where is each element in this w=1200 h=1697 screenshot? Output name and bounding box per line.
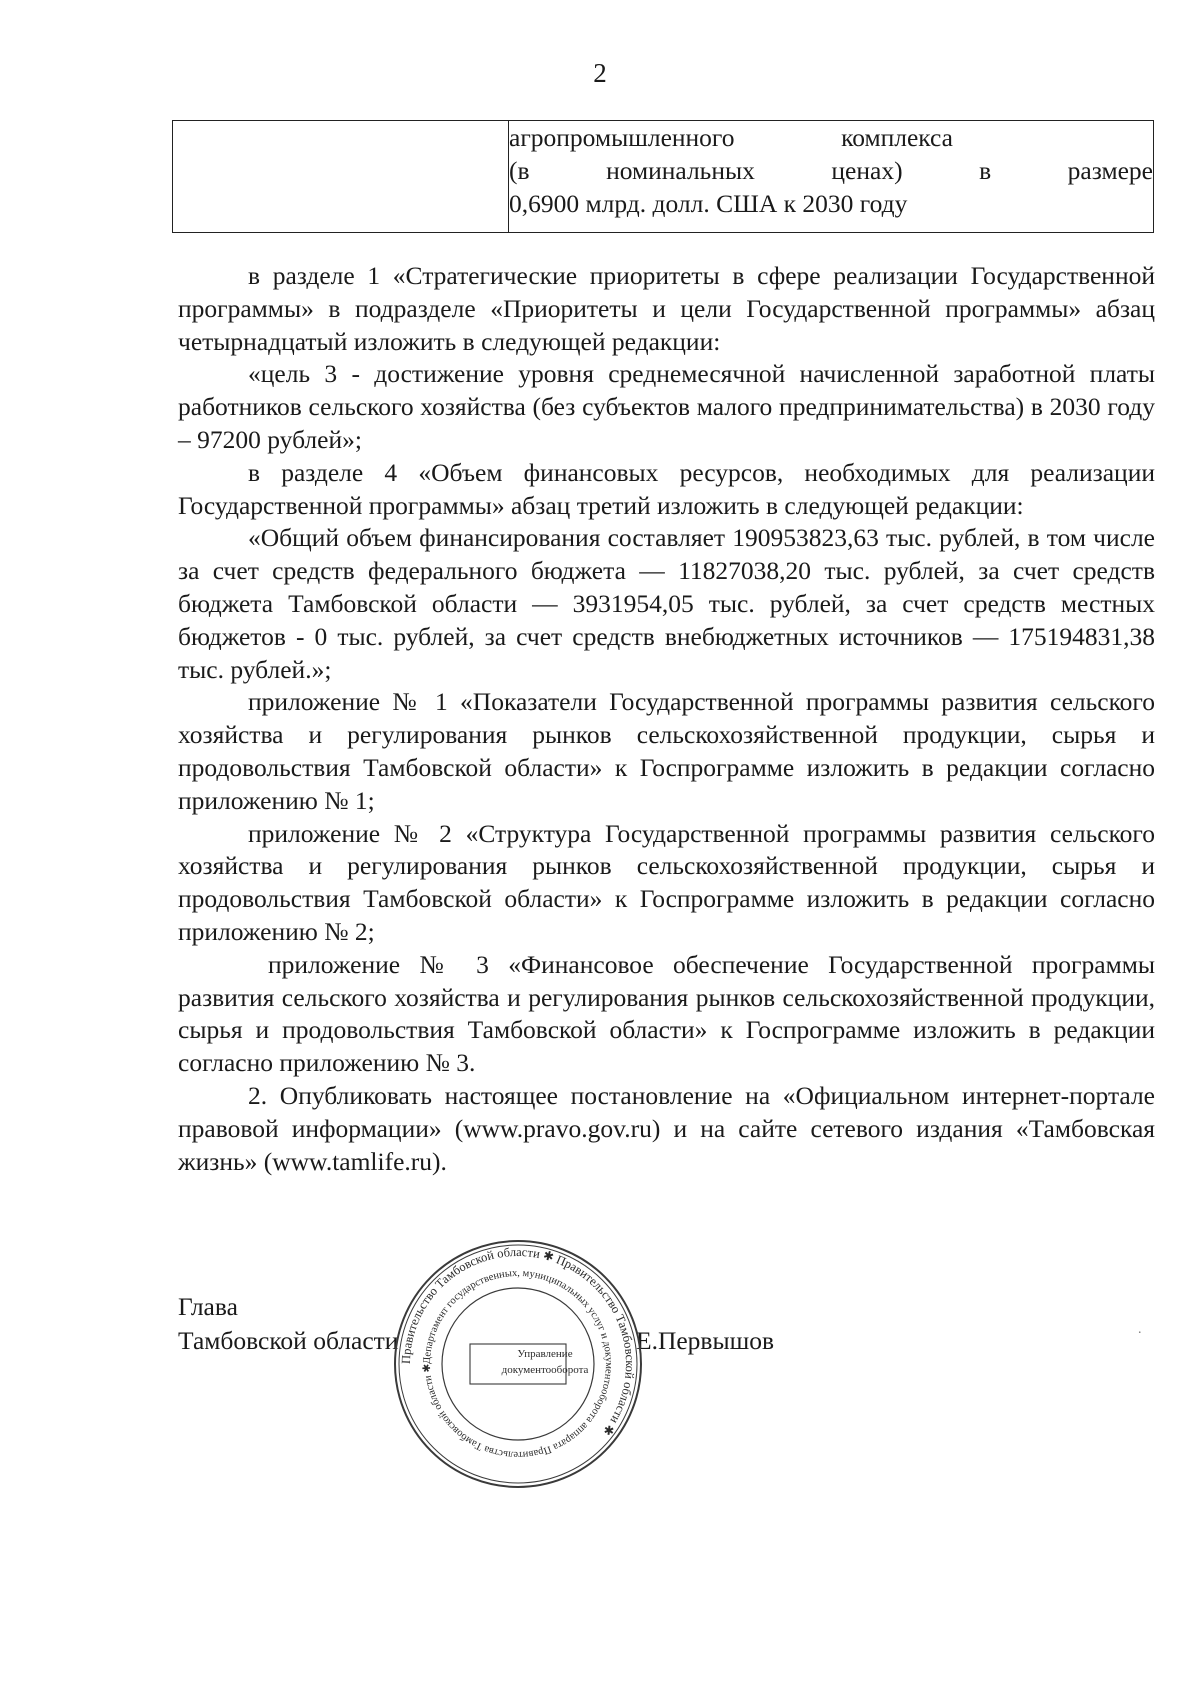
- table-cell-line: [509, 121, 1153, 154]
- page-number: 2: [593, 58, 607, 88]
- table-cell-line: [509, 154, 1153, 187]
- scan-speck: .: [1138, 1322, 1142, 1337]
- table-word: (в: [509, 156, 530, 185]
- table-word: в: [979, 156, 992, 185]
- table-word: номинальных: [606, 156, 755, 185]
- document-body: [178, 260, 1155, 1178]
- paragraph-appendix-1: приложение № 1 «Показатели Государственной программы развития сельского хозяйства и регулирования рынков сельскохозяйственной продукции, сырья и продовольствия Тамбовской области» к Госпрограмме изложить в редакции согласно приложению № 1;: [178, 687, 1155, 815]
- table-cell-empty: [173, 121, 509, 233]
- table-cell-line: [509, 187, 1153, 220]
- stamp-center-line1: Управление: [517, 1348, 573, 1360]
- table-word: комплекса: [841, 123, 953, 152]
- paragraph-financing-volume: «Общий объем финансирования составляет 190953823,63 тыс. рублей, в том числе за счет средств федерального бюджета — 11827038,20 тыс. рублей, за счет средств бюджета Тамбовской области — 3931954,05 тыс. рублей, за счет средств местных бюджетов - 0 тыс. рублей, за счет средств внебюджетных источников — 175194831,38 тыс. рублей.»;: [178, 523, 1155, 684]
- table-word: ценах): [831, 156, 903, 185]
- table-word: размере: [1067, 156, 1153, 185]
- stamp-inner-ring-text: Департамент государственных, муниципальных услуг и документооборота аппарата Правительства Тамбовской области ✱: [421, 1267, 615, 1461]
- paragraph-appendix-2: приложение № 2 «Структура Государственной программы развития сельского хозяйства и регулирования рынков сельскохозяйственной продукции, сырья и продовольствия Тамбовской области» к Госпрограмме изложить в редакции согласно приложению № 2;: [178, 818, 1155, 946]
- signature-position-line1: Глава: [178, 1292, 238, 1321]
- paragraph-goal-3: «цель 3 - достижение уровня среднемесячной начисленной заработной платы работников сельского хозяйства (без субъектов малого предпринимательства) в 2030 году – 97200 рублей»;: [178, 359, 1155, 454]
- signature-position-line2: Тамбовской области: [178, 1326, 399, 1355]
- stamp-outer-ring-text: Правительство Тамбовской области ✱ Правительство Тамбовской области ✱: [398, 1244, 638, 1439]
- table-word: 0,6900 млрд. долл. США к 2030 году: [509, 189, 908, 218]
- signature-name: Е.Первышов: [636, 1326, 775, 1355]
- paragraph-publication: 2. Опубликовать настоящее постановление на «Официальном интернет-портале правовой информации» (www.pravo.gov.ru) и на сайте сетевого издания «Тамбовская жизнь» (www.tamlife.ru).: [178, 1080, 1155, 1176]
- table-row: [173, 121, 1154, 233]
- stamp-center-text: [478, 1346, 612, 1378]
- table-cell-text: [509, 121, 1154, 233]
- continuation-table: [172, 120, 1154, 233]
- stamp-center-line2: документооборота: [501, 1364, 589, 1376]
- paragraph-appendix-3: приложение № 3 «Финансовое обеспечение Государственной программы развития сельского хозяйства и регулирования рынков сельскохозяйственной продукции, сырья и продовольствия Тамбовской области» к Госпрограмме изложить в редакции согласно приложению № 3.: [178, 949, 1155, 1078]
- paragraph-section-1-amendment: в разделе 1 «Стратегические приоритеты в сфере реализации Государственной программы» в подразделе «Приоритеты и цели Государственной программы» абзац четырнадцатый изложить в следующей редакции:: [178, 261, 1155, 356]
- paragraph-section-4-amendment: в разделе 4 «Объем финансовых ресурсов, необходимых для реализации Государственной программы» абзац третий изложить в следующей редакции:: [178, 457, 1155, 520]
- table-word: агропромышленного: [509, 123, 735, 152]
